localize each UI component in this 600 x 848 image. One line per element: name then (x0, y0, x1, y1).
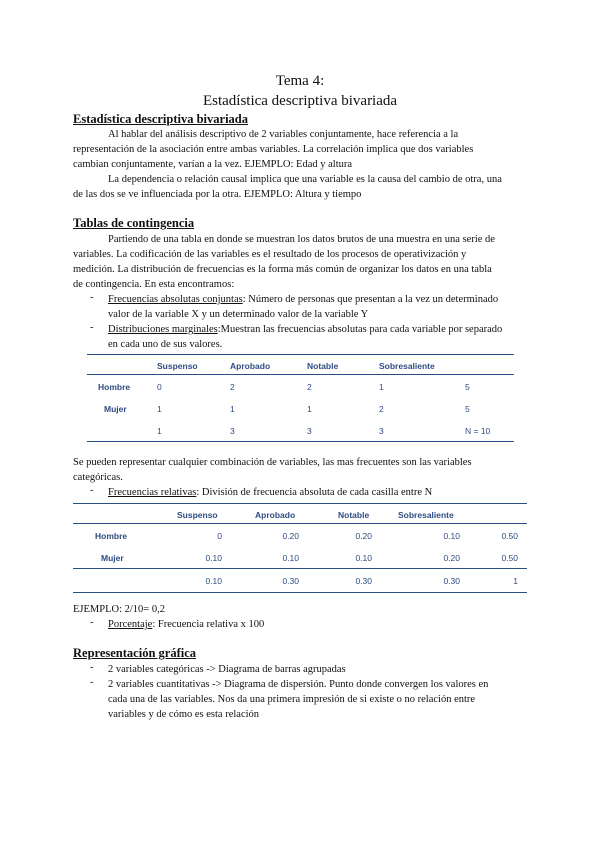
table-cell: 3 (230, 426, 235, 436)
bullet-dash: - (90, 677, 94, 688)
paragraph-line: Partiendo de una tabla en donde se muestran los datos brutos de una muestra en una serie de (108, 234, 495, 245)
table-cell: 0.20 (355, 531, 372, 541)
table-cell: 1 (307, 404, 312, 414)
table-header: Suspenso (177, 510, 218, 520)
table-cell: 1 (379, 382, 384, 392)
table-cell: 0.30 (443, 576, 460, 586)
table-cell: 3 (379, 426, 384, 436)
table-cell: 2 (307, 382, 312, 392)
bullet-item (108, 292, 498, 307)
section-heading-contingencia: Tablas de contingencia (73, 216, 195, 230)
doc-title-line2: Estadística descriptiva bivariada (202, 93, 398, 109)
table-header: Aprobado (255, 510, 296, 520)
table-cell: 0.10 (205, 576, 222, 586)
table-header: Sobresaliente (379, 361, 435, 371)
bullet-term: Frecuencias absolutas conjuntas (108, 294, 243, 305)
table-cell: 0.20 (282, 531, 299, 541)
table-cell: 0 (217, 531, 222, 541)
table-cell: 0.30 (355, 576, 372, 586)
paragraph-line: cambian conjuntamente, varían a la vez. EJEMPLO: Edad y altura (73, 159, 353, 170)
bullet-item (108, 485, 432, 500)
table-cell: 1 (157, 426, 162, 436)
bullet-text: : División de frecuencia absoluta de cada casilla entre N (196, 487, 433, 498)
section-heading-representacion: Representación gráfica (73, 646, 197, 660)
table-cell: 0.10 (282, 553, 299, 563)
table-cell: 1 (157, 404, 162, 414)
bullet-item (108, 617, 264, 632)
bullet-item-continuation: en cada uno de sus valores. (108, 339, 223, 350)
bullet-item: 2 variables cuantitativas -> Diagrama de dispersión. Punto donde convergen los valores en (108, 679, 489, 690)
bullet-term: Distribuciones marginales (108, 324, 218, 335)
paragraph-line: medición. La distribución de frecuencias es la forma más común de organizar los datos en una tabla (73, 264, 492, 275)
table-rule (87, 354, 514, 355)
paragraph-line: representación de la asociación entre ambas variables. La correlación implica que dos variables (73, 144, 474, 155)
bullet-item: 2 variables categóricas -> Diagrama de barras agrupadas (108, 664, 346, 675)
table-cell: 0.10 (205, 553, 222, 563)
bullet-term: Frecuencias relativas (108, 487, 197, 498)
table-rule (73, 592, 527, 593)
table-cell: 2 (230, 382, 235, 392)
bullet-item-continuation: valor de la variable X y un determinado valor de la variable Y (108, 309, 369, 320)
example-line: EJEMPLO: 2/10= 0,2 (73, 604, 165, 615)
table-row-label: Hombre (95, 531, 128, 541)
table-header: Sobresaliente (398, 510, 454, 520)
bullet-item (108, 322, 502, 337)
table-cell: 5 (465, 404, 470, 414)
bullet-text: : Número de personas que presentan a la vez un determinado (242, 294, 499, 305)
table-cell: N = 10 (465, 426, 491, 436)
table-rule (73, 523, 527, 524)
table-cell: 0.10 (443, 531, 460, 541)
bullet-dash: - (90, 292, 94, 303)
table-cell: 0.20 (443, 553, 460, 563)
table-row-label: Mujer (104, 404, 127, 414)
table-cell: 0.30 (282, 576, 299, 586)
paragraph-line: Se pueden representar cualquier combinación de variables, las mas frecuentes son las variables (73, 457, 472, 468)
table-rule (73, 503, 527, 504)
bullet-dash: - (90, 617, 94, 628)
table-header: Notable (338, 510, 370, 520)
table-cell: 3 (307, 426, 312, 436)
bullet-term: Porcentaje (108, 619, 153, 630)
table-header: Aprobado (230, 361, 271, 371)
table-rule (73, 568, 527, 569)
paragraph-line: variables. La codificación de las variables es el resultado de los procesos de operativización y (73, 249, 467, 260)
table-cell: 0.50 (501, 531, 518, 541)
paragraph-line: La dependencia o relación causal implica que una variable es la causa del cambio de otra, una (108, 174, 502, 185)
table-header: Notable (307, 361, 339, 371)
table-rule (87, 441, 514, 442)
bullet-text: :Muestran las frecuencias absolutas para cada variable por separado (217, 324, 503, 335)
section-heading-bivariada: Estadística descriptiva bivariada (73, 112, 249, 126)
bullet-item-continuation: variables y de cómo es esta relación (108, 709, 260, 720)
table-cell: 0.50 (501, 553, 518, 563)
table-cell: 0 (157, 382, 162, 392)
table-header: Suspenso (157, 361, 198, 371)
paragraph-line: de las dos se ve influenciada por la otra. EJEMPLO: Altura y tiempo (73, 189, 362, 200)
paragraph-line: Al hablar del análisis descriptivo de 2 variables conjuntamente, hace referencia a la (108, 129, 459, 140)
paragraph-line: de contingencia. En esta encontramos: (73, 279, 235, 290)
bullet-text: : Frecuencia relativa x 100 (152, 619, 265, 630)
paragraph-line: categóricas. (73, 472, 123, 483)
table-row-label: Hombre (98, 382, 131, 392)
table-cell: 2 (379, 404, 384, 414)
table-cell: 1 (513, 576, 518, 586)
table-cell: 5 (465, 382, 470, 392)
table-rule (87, 374, 514, 375)
doc-title-line1: Tema 4: (275, 73, 325, 89)
table-row-label: Mujer (101, 553, 124, 563)
table-cell: 0.10 (355, 553, 372, 563)
bullet-dash: - (90, 322, 94, 333)
table-cell: 1 (230, 404, 235, 414)
bullet-dash: - (90, 485, 94, 496)
bullet-item-continuation: cada una de las variables. Nos da una primera impresión de si existe o no relación entre (108, 694, 476, 705)
bullet-dash: - (90, 662, 94, 673)
